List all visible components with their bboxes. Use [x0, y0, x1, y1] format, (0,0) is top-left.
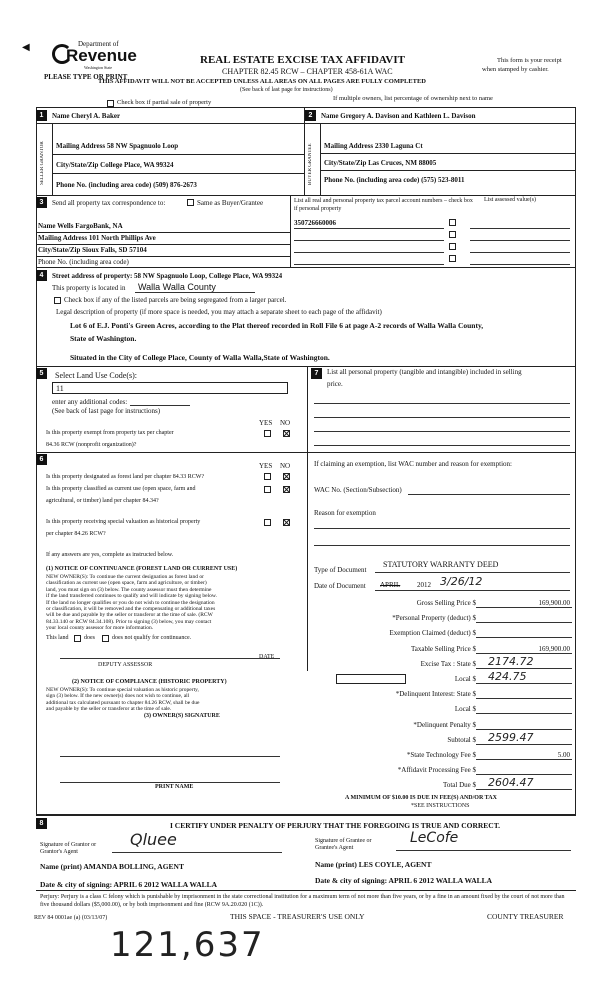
arrow-mark-icon: ◀	[22, 42, 30, 53]
located-label: This property is located in	[52, 284, 126, 292]
section-2-badge: 2	[305, 110, 316, 121]
exempt-question-1: Is this property exempt from property tax per chapter	[46, 430, 174, 436]
tax-corr-name[interactable]: Name Wells FargoBank, NA	[38, 222, 123, 230]
wac-label: WAC No. (Section/Subsection)	[314, 486, 402, 494]
perjury-text: Perjury: Perjury is a class C felony which is punishable by imprisonment in the state correctional institution for a maximum term of not more than five years, or by a fine in an amount fixed by the court of not more than five thousand dollars ($5,000.00), or by both imprisonment and fine (RCW 9A.20.020 (1C)).	[40, 894, 565, 908]
calc-line-9	[476, 744, 572, 745]
notice-compliance-title: (2) NOTICE OF COMPLIANCE (HISTORIC PROPERTY)	[72, 679, 227, 685]
certify-text: I CERTIFY UNDER PENALTY OF PERJURY THAT THE FOREGOING IS TRUE AND CORRECT.	[170, 821, 501, 830]
minimum-due-label: A MINIMUM OF $10.00 IS DUE IN FEE(S) AND/OR TAX	[345, 795, 497, 801]
seller-phone[interactable]: Phone No. (including area code) (509) 876-2673	[56, 181, 197, 189]
does-label: does	[84, 635, 95, 641]
if-any-yes: If any answers are yes, complete as instructed below.	[46, 552, 174, 558]
buyer-phone[interactable]: Phone No. (including area code) (575) 523-8011	[324, 176, 465, 184]
grantee-signature-label: Signature of Grantee or Grantee's Agent	[315, 838, 372, 851]
legal-label: Legal description of property (if more space is needed, you may attach a separate sheet to each page of the affidavit)	[56, 308, 382, 316]
same-as-buyer-label: Same as Buyer/Grantee	[197, 199, 264, 207]
calc-label-2: Exemption Claimed (deduct) $	[389, 629, 476, 637]
calc-line-7	[476, 713, 572, 714]
exempt-no-checkbox[interactable]	[283, 430, 290, 437]
calc-label-12: Total Due $	[443, 781, 476, 789]
section-5-badge: 5	[36, 368, 47, 379]
please-type: PLEASE TYPE OR PRINT	[44, 73, 128, 81]
grantee-print-name[interactable]: Name (print) LES COYLE, AGENT	[315, 860, 432, 869]
logo-top-text: Department of	[78, 40, 119, 48]
assessor-date-label: DATE	[259, 654, 275, 660]
calc-label-10: *State Technology Fee $	[406, 751, 476, 759]
calc-hand-4[interactable]: 2174.72	[488, 655, 534, 668]
calc-line-5	[476, 683, 572, 684]
grantor-date-city[interactable]: Date & city of signing: APRIL 6 2012 WALLA WALLA	[40, 880, 218, 889]
section-4-badge: 4	[36, 270, 47, 281]
yes-header-6: YES	[259, 462, 273, 470]
segregated-label: Check box if any of the listed parcels are being segregated from a larger parcel.	[64, 296, 287, 304]
parcel-4-checkbox[interactable]	[449, 255, 456, 262]
current-use-question-b: agricultural, or timber) land per chapter 84.34?	[46, 498, 159, 504]
calc-label-5: Local $	[454, 675, 476, 683]
warning-text: THIS AFFIDAVIT WILL NOT BE ACCEPTED UNLESS ALL AREAS ON ALL PAGES ARE FULLY COMPLETED	[98, 78, 426, 85]
calc-hand-12[interactable]: 2604.47	[488, 776, 534, 789]
logo-sub-text: Washington State	[84, 65, 113, 70]
does-not-qualify-checkbox[interactable]	[102, 635, 109, 642]
historic-no-checkbox[interactable]	[283, 519, 290, 526]
section-6-badge: 6	[36, 454, 47, 465]
calc-line-11	[476, 774, 572, 775]
forest-question: Is this property designated as forest land per chapter 84.33 RCW?	[46, 474, 205, 480]
receipt-line2: when stamped by cashier.	[482, 66, 549, 73]
notice-continuance-title: (1) NOTICE OF CONTINUANCE (FOREST LAND OR CURRENT USE)	[46, 566, 238, 572]
parcels-header: List all real and personal property tax parcel account numbers – check box if personal property	[294, 198, 473, 212]
reason-label: Reason for exemption	[314, 509, 376, 517]
current-use-question-a: Is this property classified as current use (open space, farm and	[46, 486, 196, 492]
land-use-code-field[interactable]	[52, 382, 288, 394]
notice-compliance-body: NEW OWNER(S): To continue special valuation as historic property, sign (3) below. If the new owner(s) does not wish to continue, all additional tax calculated pursuant to chapter 84.26 RCW, shall be due and payable by the seller or transferor at the time of sale.	[46, 687, 200, 713]
doc-type-value[interactable]: STATUTORY WARRANTY DEED	[383, 560, 499, 569]
calc-label-0: Gross Selling Price $	[416, 599, 476, 607]
land-use-code: 11	[56, 384, 64, 393]
section-1-badge: 1	[36, 110, 47, 121]
calc-line-10	[476, 759, 572, 760]
parcel-1-checkbox[interactable]	[449, 219, 456, 226]
tax-corr-phone[interactable]: Phone No. (including area code)	[38, 258, 129, 266]
yes-header-5: YES	[259, 419, 273, 427]
print-name-label: PRINT NAME	[155, 784, 194, 790]
form-subtitle: CHAPTER 82.45 RCW – CHAPTER 458-61A WAC	[222, 67, 393, 76]
buyer-name[interactable]: Name Gregory A. Davison and Kathleen L. Davison	[321, 112, 476, 120]
street-address[interactable]: Street address of property: 58 NW Spagnuolo Loop, College Place, WA 99324	[52, 272, 283, 280]
current-use-yes-checkbox[interactable]	[264, 486, 271, 493]
grantee-signature[interactable]: L​e​Cof​e	[410, 830, 459, 846]
land-use-seeback: (See back of last page for instructions)	[52, 407, 161, 415]
calc-hand-5[interactable]: 424.75	[488, 670, 527, 683]
doc-date-handwritten[interactable]: 3/26/12	[440, 575, 483, 588]
calc-label-8: *Delinquent Penalty $	[413, 721, 476, 729]
deputy-assessor-label: DEPUTY ASSESSOR	[98, 662, 153, 668]
personal-property-label2: price.	[327, 380, 343, 388]
grantor-signature-label: Signature of Grantor or Grantor's Agent	[40, 842, 97, 855]
this-land-label: This land	[46, 635, 69, 641]
send-correspondence-label: Send all property tax correspondence to:	[52, 199, 166, 207]
partial-sale-checkbox[interactable]	[107, 100, 114, 107]
calc-line-3	[476, 653, 572, 654]
located-county[interactable]: Walla Walla County	[138, 282, 216, 292]
calc-line-2	[476, 637, 572, 638]
local-tax-box[interactable]	[336, 674, 406, 684]
calc-value-0[interactable]: 169,900.00	[538, 599, 570, 607]
receipt-line1: This form is your receipt	[497, 57, 562, 64]
section-8-badge: 8	[36, 818, 47, 829]
doc-type-label: Type of Document	[314, 566, 367, 574]
legal-line2[interactable]: State of Washington.	[70, 334, 137, 343]
treasurer-space-label: THIS SPACE - TREASURER'S USE ONLY	[230, 912, 365, 921]
assessed-header: List assessed value(s)	[484, 197, 536, 203]
land-use-label: Select Land Use Code(s):	[55, 371, 137, 380]
personal-property-label1: List all personal property (tangible and intangible) included in selling	[327, 368, 522, 376]
grantor-print-name[interactable]: Name (print) AMANDA BOLLING, AGENT	[40, 862, 184, 871]
segregated-checkbox[interactable]	[54, 297, 61, 304]
buyer-mailing[interactable]: Mailing Address 2330 Laguna Ct	[324, 142, 423, 150]
current-use-no-checkbox[interactable]	[283, 486, 290, 493]
calc-line-4	[476, 668, 572, 669]
calc-label-11: *Affidavit Processing Fee $	[397, 766, 476, 774]
situated-line[interactable]: Situated in the City of College Place, County of Walla Walla,State of Washington.	[70, 353, 330, 362]
doc-date-struck: APRIL	[380, 581, 401, 589]
calc-label-4: Excise Tax : State $	[420, 660, 476, 668]
seller-mailing[interactable]: Mailing Address 58 NW Spagnuolo Loop	[56, 142, 179, 150]
historic-question-b: per chapter 84.26 RCW?	[46, 531, 106, 537]
seller-city[interactable]: City/State/Zip College Place, WA 99324	[56, 161, 174, 169]
owner-signature-label: (3) OWNER(S) SIGNATURE	[144, 713, 220, 719]
see-back-text: (See back of last page for instructions)	[240, 87, 333, 93]
doc-date-year: 2012	[417, 581, 431, 589]
additional-codes-label: enter any additional codes:	[52, 398, 128, 406]
exempt-yes-checkbox[interactable]	[264, 430, 271, 437]
calc-label-6: *Delinquent Interest: State $	[395, 690, 476, 698]
calc-line-12	[476, 789, 572, 790]
rev-number: REV 84 0001ae (a) (03/13/07)	[34, 915, 108, 921]
calc-line-0	[476, 607, 572, 608]
logo-dept	[48, 40, 137, 70]
calc-label-1: *Personal Property (deduct) $	[392, 614, 476, 622]
legal-line1[interactable]: Lot 6 of E.J. Ponti's Green Acres, according to the Plat thereof recorded in Roll File 6 at page A-2 records of Walla Walla County,	[70, 321, 484, 330]
no-header-6: NO	[280, 462, 291, 470]
seller-grantor-label: SELLER GRANTOR	[40, 141, 45, 185]
buyer-grantee-label: BUYER GRANTEE	[308, 143, 313, 185]
see-instructions-label: *SEE INSTRUCTIONS	[411, 803, 470, 809]
notice-continuance-body: NEW OWNER(S): To continue the current designation as forest land or classification as current use (open space, farm and agriculture, or timber) land, you must sign on (3) below. The county assessor must then determine if the land transferred continues to qualify and will indicate by signing below. If the land no longer qualifies or you do not wish to continue the designation or classification, it will be removed and the compensating or additional taxes will be due and payable by the seller or transferor at the time of sale. (RCW 84.33.140 or RCW 84.34.108). Prior to signing (3) below, you may contact your local county assessor for more information.	[46, 574, 217, 632]
no-header-5: NO	[280, 419, 291, 427]
calc-value-3[interactable]: 169,900.00	[538, 645, 570, 653]
parcel-2-checkbox[interactable]	[449, 231, 456, 238]
same-as-buyer-checkbox[interactable]	[187, 199, 194, 206]
parcel-3-checkbox[interactable]	[449, 243, 456, 250]
multiple-owners-label: If multiple owners, list percentage of ownership next to name	[333, 95, 493, 102]
grantor-signature[interactable]: Q​lu​ee	[130, 830, 177, 849]
calc-hand-9[interactable]: 2599.47	[488, 731, 534, 744]
handwritten-number: 121,637	[110, 925, 265, 965]
parcel-1[interactable]: 350726660006	[294, 219, 336, 227]
claiming-exemption-label: If claiming an exemption, list WAC number and reason for exemption:	[314, 460, 512, 468]
exempt-question-2: 84.36 RCW (nonprofit organization)?	[46, 442, 137, 448]
section-3-badge: 3	[36, 197, 47, 208]
tax-corr-city[interactable]: City/State/Zip Sioux Falls, SD 57104	[38, 246, 147, 254]
county-treasurer-label: COUNTY TREASURER	[487, 912, 564, 921]
buyer-city[interactable]: City/State/Zip Las Cruces, NM 88005	[324, 159, 437, 167]
calc-label-3: Taxable Selling Price $	[410, 645, 476, 653]
does-qualify-checkbox[interactable]	[74, 635, 81, 642]
does-not-label: does not qualify for continuance.	[112, 635, 192, 641]
section-7-badge: 7	[311, 368, 322, 379]
tax-corr-mailing[interactable]: Mailing Address 101 North Phillips Ave	[38, 234, 156, 242]
calc-label-7: Local $	[454, 705, 476, 713]
grantee-date-city[interactable]: Date & city of signing: APRIL 6 2012 WALLA WALLA	[315, 876, 493, 885]
forest-yes-checkbox[interactable]	[264, 473, 271, 480]
seller-name[interactable]: Name Cheryl A. Baker	[52, 112, 121, 120]
form-title: REAL ESTATE EXCISE TAX AFFIDAVIT	[200, 54, 405, 66]
historic-yes-checkbox[interactable]	[264, 519, 271, 526]
forest-no-checkbox[interactable]	[283, 473, 290, 480]
calc-label-9: Subtotal $	[447, 736, 476, 744]
calc-value-10[interactable]: 5.00	[557, 751, 570, 759]
logo-main-text: Revenue	[66, 46, 137, 65]
calc-line-6	[476, 698, 572, 699]
doc-date-label: Date of Document	[314, 582, 366, 590]
calc-line-8	[476, 729, 572, 730]
calc-line-1	[476, 622, 572, 623]
partial-sale-label: Check box if partial sale of property	[117, 99, 212, 106]
historic-question-a: Is this property receiving special valuation as historical property	[46, 519, 201, 525]
